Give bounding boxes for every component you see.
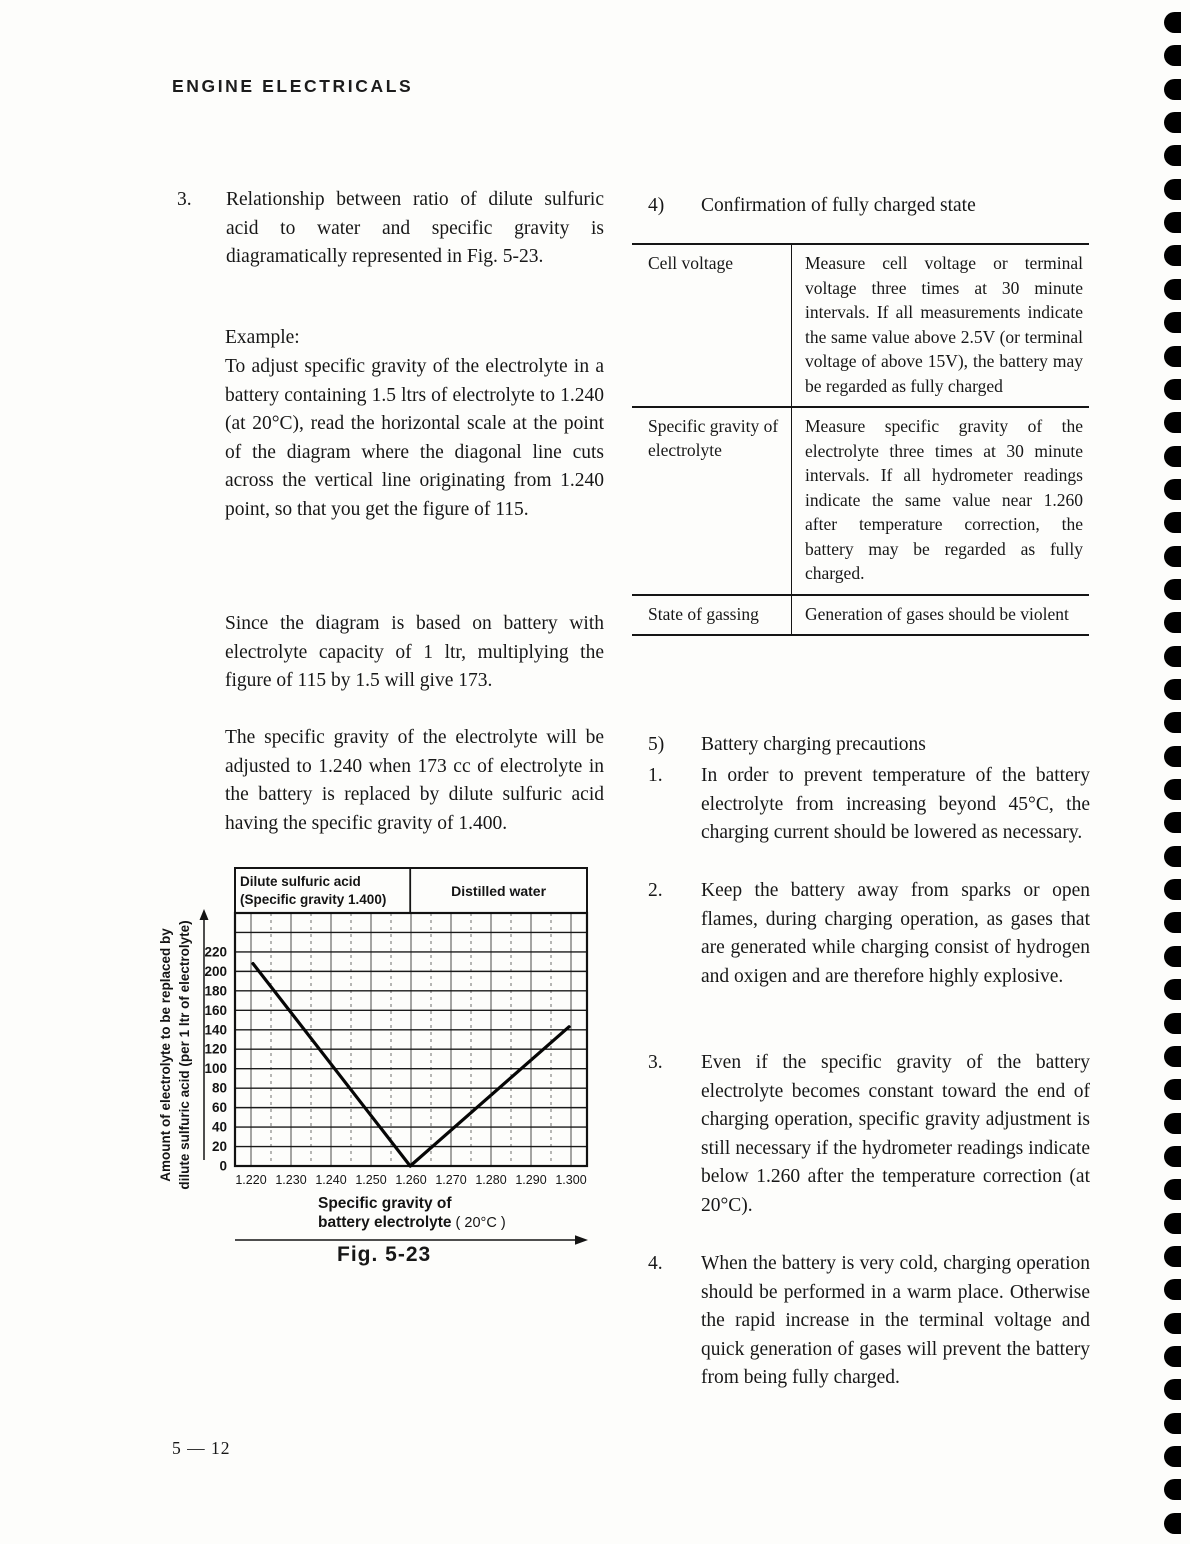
x-tick-label: 1.280 (475, 1173, 507, 1187)
binding-mark-icon (1164, 512, 1181, 533)
precaution-text: In order to prevent temperature of the battery electrolyte from increasing beyond 45°C, the charging current should be lowered as necessary. (701, 765, 1090, 843)
example-paragraph-3: The specific gravity of the electrolyte will be adjusted to 1.240 when 173 cc of electrolyte in the battery is replaced by dilute sulfuric acid having the specific gravity of 1.400. (225, 727, 604, 834)
precaution-item-2 (648, 877, 1090, 991)
binding-mark-icon (1164, 446, 1181, 467)
example-paragraph-1: To adjust specific gravity of the electrolyte in a battery containing 1.5 ltrs of electrolyte to 1.240 (at 20°C), read the horizontal scale at the point of the diagram where the diagonal line cuts across the vertical line originating from 1.240 point, so that you get the figure of 115. (225, 356, 604, 520)
page-header: ENGINE ELECTRICALS (172, 76, 414, 96)
binding-mark-icon (1164, 479, 1181, 500)
binding-mark-icon (1164, 1079, 1181, 1100)
example-label: Example: (225, 327, 300, 348)
binding-mark-icon (1164, 546, 1181, 567)
y-tick-label: 40 (211, 1119, 227, 1135)
section-5-heading (648, 731, 1090, 760)
table-row (632, 596, 1089, 637)
figure-5-23-chart (140, 860, 614, 1264)
binding-mark-icon (1164, 579, 1181, 600)
legend-distilled-water: Distilled water (451, 883, 547, 899)
binding-mark-icon (1164, 979, 1181, 1000)
y-tick-label: 100 (204, 1061, 227, 1077)
precaution-number: 4. (648, 1253, 663, 1274)
y-tick-label: 180 (204, 983, 227, 999)
legend-dilute-sulfuric-acid: Dilute sulfuric acid (240, 874, 361, 889)
binding-mark-icon (1164, 612, 1181, 633)
example-paragraph-2: Since the diagram is based on battery with electrolyte capacity of 1 ltr, multiplying the figure of 115 by 1.5 will give 173. (225, 613, 604, 691)
section-5-title: Battery charging precautions (701, 734, 926, 755)
y-tick-label: 20 (211, 1139, 227, 1155)
binding-mark-icon (1164, 346, 1181, 367)
binding-mark-icon (1164, 1213, 1181, 1234)
x-tick-label: 1.250 (355, 1173, 387, 1187)
binding-mark-icon (1164, 1513, 1181, 1534)
binding-mark-icon (1164, 712, 1181, 733)
binding-mark-icon (1164, 946, 1181, 967)
y-tick-label: 60 (211, 1100, 227, 1116)
section-4-number: 4) (648, 195, 665, 216)
binding-mark-icon (1164, 1446, 1181, 1467)
table-row-label: Specific gravity of electrolyte (648, 416, 779, 460)
binding-mark-icon (1164, 45, 1181, 66)
binding-mark-icon (1164, 912, 1181, 933)
binding-mark-icon (1164, 145, 1181, 166)
x-tick-label: 1.290 (515, 1173, 547, 1187)
x-axis-label: Specific gravity of (318, 1195, 452, 1212)
x-axis-arrow-icon (575, 1235, 588, 1245)
precaution-number: 3. (648, 1052, 663, 1073)
binding-mark-icon (1164, 1013, 1181, 1034)
precaution-item-3 (648, 1049, 1090, 1220)
precaution-number: 1. (648, 765, 663, 786)
precaution-item-4 (648, 1250, 1090, 1393)
binding-mark-icon (1164, 1179, 1181, 1200)
y-tick-label: 160 (204, 1002, 227, 1018)
binding-mark-icon (1164, 412, 1181, 433)
binding-mark-icon (1164, 1146, 1181, 1167)
binding-mark-icon (1164, 279, 1181, 300)
precaution-text: Keep the battery away from sparks or open flames, during charging operation, as gases that are generated while charging consist of hydrogen and oxigen and are therefore highly explosive. (701, 880, 1090, 987)
x-tick-label: 1.270 (435, 1173, 467, 1187)
binding-mark-icon (1164, 1413, 1181, 1434)
binding-mark-icon (1164, 1379, 1181, 1400)
x-tick-label: 1.230 (275, 1173, 307, 1187)
y-axis-arrow-icon (200, 909, 209, 920)
section-4-title: Confirmation of fully charged state (701, 195, 976, 216)
binding-mark-icon (1164, 846, 1181, 867)
binding-mark-icon (1164, 1113, 1181, 1134)
table-row-text: Measure specific gravity of the electrolyte three times at 30 minute intervals. If all hydrometer readings indicate the same value near 1.260 after temperature correction, the battery may be regarded as fully charged. (791, 408, 1089, 594)
y-tick-label: 200 (204, 963, 227, 979)
binding-mark-icon (1164, 746, 1181, 767)
binding-mark-icon (1164, 812, 1181, 833)
x-tick-label: 1.240 (315, 1173, 347, 1187)
fully-charged-state-table (632, 243, 1089, 636)
binding-mark-icon (1164, 1246, 1181, 1267)
binding-mark-icon (1164, 646, 1181, 667)
table-row-label: Cell voltage (648, 253, 734, 273)
paragraph-3 (177, 186, 604, 272)
figure-caption: Fig. 5-23 (337, 1243, 432, 1266)
table-row-text: Generation of gases should be violent (791, 596, 1089, 635)
binding-mark-icon (1164, 179, 1181, 200)
binding-mark-icon (1164, 112, 1181, 133)
y-axis-label: Amount of electrolyte to be replaced by (158, 928, 173, 1182)
page-number: 5 — 12 (172, 1438, 231, 1458)
binding-mark-icon (1164, 879, 1181, 900)
binding-mark-icon (1164, 212, 1181, 233)
binding-mark-icon (1164, 79, 1181, 100)
binding-mark-icon (1164, 1313, 1181, 1334)
binding-mark-icon (1164, 379, 1181, 400)
svg-text:dilute sulfuric acid (per 1 lt: dilute sulfuric acid (per 1 ltr of electrolyte) (177, 920, 192, 1190)
table-row-text: Measure cell voltage or terminal voltage three times at 30 minute intervals. If all measurements indicate the same value above 2.5V (or terminal voltage of above 15V), the battery may be regarded as fully charged (791, 245, 1089, 406)
x-tick-label: 1.220 (235, 1173, 267, 1187)
paragraph-3-number: 3. (177, 189, 192, 210)
section-5-number: 5) (648, 734, 665, 755)
y-tick-label: 140 (204, 1022, 227, 1038)
chart-grid (235, 913, 587, 1166)
y-tick-label: 120 (204, 1041, 227, 1057)
binding-mark-icon (1164, 12, 1181, 33)
binding-marks (1163, 0, 1181, 1544)
y-tick-label: 80 (211, 1080, 227, 1096)
binding-mark-icon (1164, 1346, 1181, 1367)
precaution-text: When the battery is very cold, charging operation should be performed in a warm place. Otherwise the rapid increase in the terminal voltage and quick generation of gases will prevent the battery from being fully charged. (701, 1253, 1090, 1388)
chart-series-line-1 (410, 1027, 569, 1166)
svg-text:battery electrolyte ( 20°C ): battery electrolyte ( 20°C ) (318, 1214, 506, 1231)
table-row (632, 408, 1089, 596)
section-4-heading (648, 192, 1090, 221)
binding-mark-icon (1164, 1479, 1181, 1500)
y-tick-label: 220 (204, 944, 227, 960)
binding-mark-icon (1164, 312, 1181, 333)
paragraph-3-text: Relationship between ratio of dilute sulfuric acid to water and specific gravity is diagramatically represented in Fig. 5-23. (226, 189, 604, 267)
binding-mark-icon (1164, 245, 1181, 266)
x-tick-label: 1.300 (555, 1173, 587, 1187)
y-tick-label: 0 (219, 1158, 227, 1174)
chart-series-line-0 (253, 964, 410, 1166)
binding-mark-icon (1164, 1279, 1181, 1300)
precaution-item-1 (648, 762, 1090, 848)
svg-text:(Specific gravity 1.400): (Specific gravity 1.400) (240, 892, 387, 907)
binding-mark-icon (1164, 779, 1181, 800)
chart-svg (140, 860, 614, 1264)
precaution-text: Even if the specific gravity of the battery electrolyte becomes constant toward the end of charging operation, specific gravity adjustment is still necessary if the hydrometer readings indicate below 1.260 after the temperature correction (at 20°C). (701, 1052, 1090, 1216)
x-tick-label: 1.260 (395, 1173, 427, 1187)
precaution-number: 2. (648, 880, 663, 901)
binding-mark-icon (1164, 679, 1181, 700)
binding-mark-icon (1164, 1046, 1181, 1067)
table-row-label: State of gassing (648, 603, 759, 624)
table-row (632, 245, 1089, 408)
